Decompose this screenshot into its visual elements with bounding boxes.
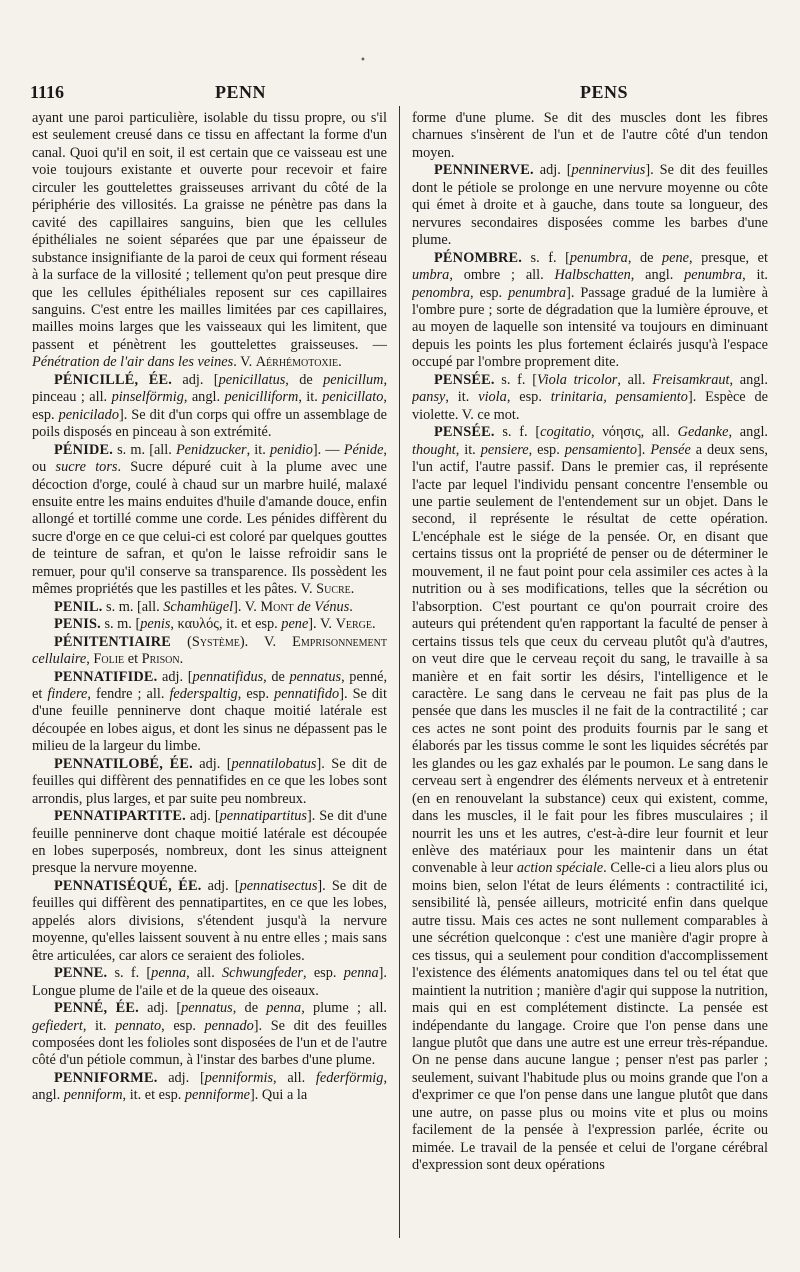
headword: PENNATILOBÉ, ÉE.	[54, 755, 193, 772]
headword: PENNATISÉQUÉ, ÉE.	[54, 877, 202, 894]
headword: PENNE.	[54, 965, 108, 982]
headword: PÉNIDE.	[54, 441, 113, 458]
headword: PÉNOMBRE.	[434, 249, 522, 266]
header-left-word: PENN	[215, 82, 266, 102]
column-divider	[399, 106, 400, 1238]
continued-paragraph: forme d'une plume. Se dit des muscles dont les fibres charnues s'insèrent de l'un et de l'autre côté d'un tendon moyen.	[412, 110, 768, 161]
entry-penitentiaire: PÉNITENTIAIRE (Système). V. Emprisonnement cellulaire, Folie et Prison.	[32, 633, 387, 668]
header-right-word: PENS	[580, 82, 629, 102]
headword: PÉNICILLÉ, ÉE.	[54, 371, 173, 388]
headword: PENSÉE.	[434, 424, 495, 441]
headword: PENSÉE.	[434, 371, 495, 388]
running-header	[30, 82, 770, 104]
entry-penombre: PÉNOMBRE. s. f. [penumbra, de pene, presque, et umbra, ombre ; all. Halbschatten, angl. penumbra, it. penombra, esp. penumbra]. Passage gradué de la lumière à l'ombre pure ; sorte de dégradation que la lumière éprouve, et au moyen de laquelle son intensité va toujours en diminuant depuis les points les plus fortement éclairés jusqu'à l'espace occupé par l'ombre proprement dite.	[412, 249, 768, 371]
entry-pennatiseque: PENNATISÉQUÉ, ÉE. adj. [pennatisectus]. Se dit de feuilles qui diffèrent des pennatipartites, en ce que les lobes, appelés alors divisions, s'étendent jusqu'à la nervure moyenne, qu'elles laissent souvent à nu entre elles ; mais sans être articulées, car alors ce seraient des folioles.	[32, 877, 387, 964]
entry-penne-adj: PENNÉ, ÉE. adj. [pennatus, de penna, plume ; all. gefiedert, it. pennato, esp. pennado]. Se dit des feuilles composées dont les folioles sont disposées de l'un et de l'autre côté d'un pétiole commun, à l'instar des barbes d'une plume.	[32, 1000, 387, 1069]
headword: PENNÉ, ÉE.	[54, 1000, 139, 1017]
entry-penne: PENNE. s. f. [penna, all. Schwungfeder, esp. penna]. Longue plume de l'aile et de la queue des oiseaux.	[32, 965, 387, 999]
headword: PENNIFORME.	[54, 1069, 158, 1086]
entry-pennatilobe: PENNATILOBÉ, ÉE. adj. [pennatilobatus]. Se dit de feuilles qui diffèrent des pennatifides en ce que les lobes sont arrondis, plus larges, et par suite peu nombreux.	[32, 755, 387, 807]
entry-penil: PENIL. s. m. [all. Schamhügel]. V. Mont de Vénus.	[54, 598, 353, 615]
entry-pensee-thought: PENSÉE. s. f. [cogitatio, νόησις, all. Gedanke, angl. thought, it. pensiere, esp. pensamiento]. Pensée a deux sens, l'un actif, l'autre passif. Dans le premier cas, il représente l'acte par lequel l'individu pensant concentre l'ensemble ou une partie seulement de l'entendement sur un objet. Dans le second, il représente le résultat de cette opération. L'encéphale est le siége de la pensée. Or, en disant que certains tissus ont la propriété de penser ou de déterminer le mouvement, il ne faut point pour cela assimiler ces actes à la nutrition ou à ses modifications, telles que la sécrétion ou l'absorption. C'est pourtant ce qu'on pourrait croire des auteurs qui prétendent qu'en rapportant la faculté de penser à certains tissus tels que ceux du cerveau plutôt qu'à d'autres, on veut dire que le cerveau reçoit du sang, le travaille à sa manière et en fait sortir les désirs, l'intelligence et le caractère. Le sang dans le cerveau ne fait pas plus de la pensée que dans les muscles il ne fait de la contractilité ; car ces actes ne sont point des produits fournis par le sang et élaborés par les tissus comme le sont les liquides sécrétés par les glandes ou les gaz exhalés par le poumon. Le sang dans le cerveau sert à engendrer des éléments nerveux et à entretenir (en en renouvelant la substance) ceux qui existent, comme, dans les muscles, il le fait pour les fibres musculaires ; il nourrit les uns et les autres, c'est-à-dire leur fournit et leur enlève des matériaux pour les maintenir dans un état convenable à leur action spéciale. Celle-ci a lieu alors plus ou moins bien, selon l'état de leurs éléments : contractilité ici, sensibilité là, pensée ailleurs, motricité enfin dans quelque autre tissu. Mais ces actes ne sont nullement comparables à une sécrétion quelconque : c'est une manière d'agir propre à ces tissus, qui a seulement pour condition d'accomplissement l'existence des éléments anatomiques dans tel ou tel état que maintient la nutrition ; manière d'agir qui suppose la nutrition, mais qui en est complétement distincte. La pensée est indépendante du langage. Croire que l'on pense dans une langue plutôt que dans une autre est une erreur très-répandue. On ne pense dans aucune langue ; penser n'est pas parler ; seulement, suivant l'habitude plus ou moins grande que l'on a d'exprimer ce que l'on pense dans une langue plutôt que dans une autre, on passe plus ou moins vite et plus ou moins facilement de la pensée à l'expression parlée, écrite ou mimée. Le travail de la pensée et celui de l'organe cérébral d'expression sont deux opérations	[412, 424, 768, 1174]
entry-penicille: PÉNICILLÉ, ÉE. adj. [penicillatus, de penicillum, pinceau ; all. pinselförmig, angl. penicilliform, it. penicillato, esp. penicilado]. Se dit d'un corps qui offre un assemblage de poils disposés en pinceau à son extrémité.	[32, 371, 387, 441]
headword: PENNATIPARTITE.	[54, 808, 186, 825]
entry-pensee-flower: PENSÉE. s. f. [Viola tricolor, all. Freisamkraut, angl. pansy, it. viola, esp. trinitaria, pensamiento]. Espèce de violette. V. ce mot.	[412, 371, 768, 423]
entry-penis: PENIS. s. m. [penis, καυλός, it. et esp. pene]. V. Verge.	[54, 616, 376, 633]
page-number: 1116	[30, 82, 65, 102]
headword: PENIS.	[54, 616, 101, 633]
printer-mark: •	[360, 55, 366, 66]
headword: PENNINERVE.	[434, 162, 534, 179]
entry-penniforme: PENNIFORME. adj. [penniformis, all. federförmig, angl. penniform, it. et esp. penniforme]. Qui a la	[32, 1069, 387, 1104]
headword: PENIL.	[54, 598, 103, 615]
headword: PÉNITENTIAIRE	[54, 633, 172, 650]
entry-penninerve: PENNINERVE. adj. [penninervius]. Se dit des feuilles dont le pétiole se prolonge en une nervure moyenne ou côte qui émet à droite et à gauche, dans toute sa longueur, des nervures secondaires disposées comme les barbes d'une plume.	[412, 162, 768, 249]
entry-pennatipartite: PENNATIPARTITE. adj. [pennatipartitus]. Se dit d'une feuille penninerve dont chaque moitié latérale est découpée en lobes superposés, nombreux, dont les sinus atteignent presque la nervure moyenne.	[32, 808, 387, 877]
headword: PENNATIFIDE.	[54, 668, 158, 685]
continued-paragraph: ayant une paroi particulière, isolable du tissu propre, ou s'il est seulement creusé dans ce tissu en affectant la forme d'un canal. Quoi qu'il en soit, il est certain que ce vaisseau est une voie toujours existante et ouverte pour recevoir et faire circuler les gouttelettes graisseuses arrivant du côté de la périphérie des villosités. La graisse ne pénètre pas dans la cavité des capillaires sanguins, bien que les cellules épithéliales ne soient séparées que par une épaisseur de substance insignifiante de la paroi de ceux qui forment réseau à la surface de la villosité ; tellement qu'on peut presque dire que les cellules épithéliales reposent sur ces capillaires sanguins. C'est entre les mailles limitées par ces capillaires, mailles moins larges que les vaisseaux qui les limitent, que passent et pénètrent les gouttelettes graisseuses. — Pénétration de l'air dans les veines. V. Aérhémotoxie.	[32, 110, 387, 371]
entry-pennatifide: PENNATIFIDE. adj. [pennatifidus, de pennatus, penné, et findere, fendre ; all. federspaltig, esp. pennatifido]. Se dit d'une feuille penninerve dont chaque moitié latérale est découpée en lobes aigus, et dont les sinus ne dépassent pas le milieu de la largeur du limbe.	[32, 668, 387, 755]
right-column	[412, 110, 768, 1246]
entry-penide: PÉNIDE. s. m. [all. Penidzucker, it. penidio]. — Pénide, ou sucre tors. Sucre dépuré cuit à la plume avec une décoction d'orge, coulé à chaud sur un marbre huilé, malaxé ensuite entre les mains enduites d'huile d'amande douce, enfin allongé et tortillé comme une corde. Les pénides diffèrent du sucre d'orge en ce que celui-ci est coloré par quelques gouttes de teinture de safran, et qu'on le laisse refroidir sans le remuer, pour qu'il conserve sa transparence. Ils possèdent les mêmes propriétés que les pastilles et les pâtes. V. Sucre.	[32, 441, 387, 598]
left-column	[32, 110, 387, 1246]
